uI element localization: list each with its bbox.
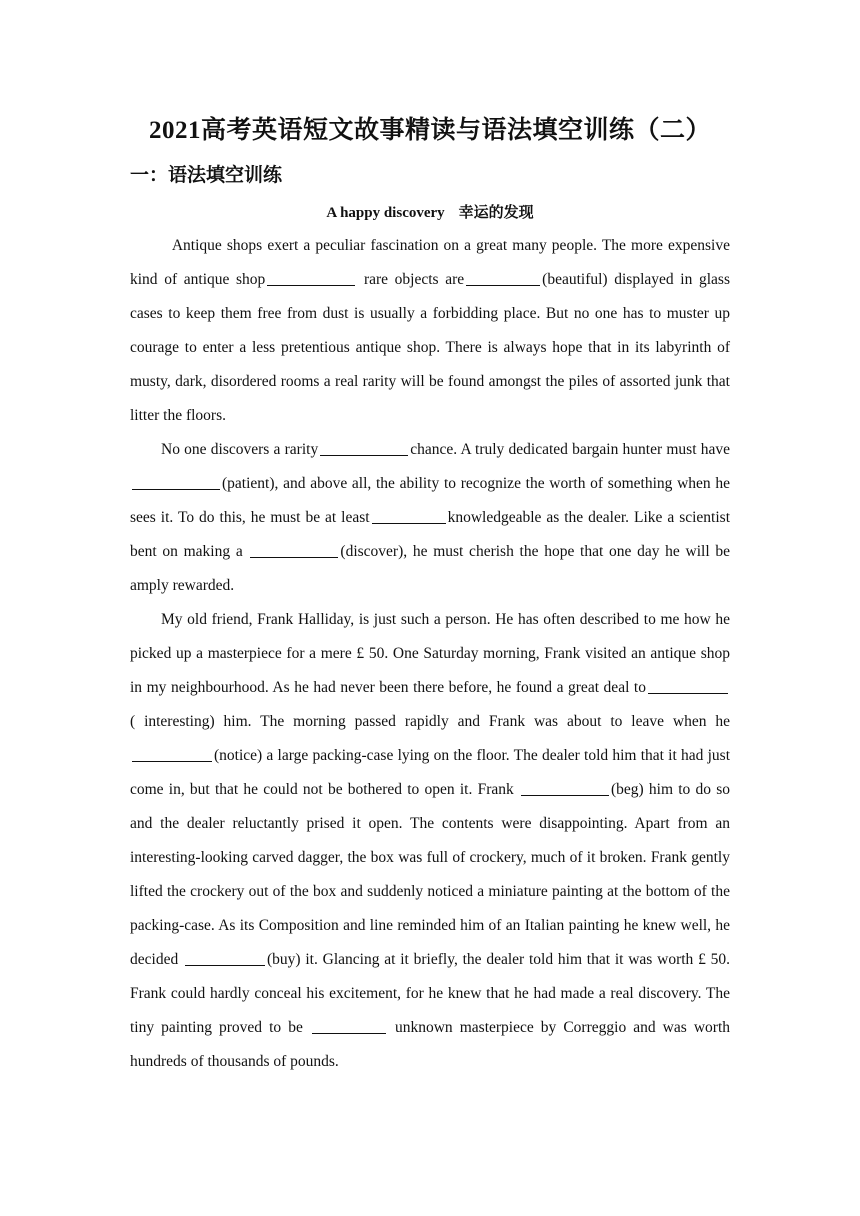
passage-text: rare objects are: [357, 271, 465, 288]
paragraph-3: [130, 603, 730, 1079]
passage-text: displayed in glass cases to keep them free from dust is usually a forbidding place. But no one has to muster up courage to enter a less pretentious antique shop. There is always hope that in its labyrinth of musty, dark, disordered rooms a real rarity will be found amongst the piles of assorted junk that litter the floors.: [130, 271, 730, 424]
passage-text: a large packing-case lying on the floor. The dealer told him that it had just come in, but that he could not be bothered to open it. Frank: [130, 747, 730, 798]
word-hint: (notice): [214, 747, 263, 764]
passage-text: , and above all, the ability to recognize the worth of something when he sees it. To do this, he must be at least: [130, 475, 730, 526]
passage-text: My old friend, Frank Halliday, is just such a person. He has often described to me how he picked up a masterpiece for a mere £ 50. One Saturday morning, Frank visited an antique shop in my neighbourhood. As he had never been there before, he found a great deal to: [130, 611, 730, 696]
word-hint: (beg): [610, 781, 644, 798]
passage-text: , he must cherish the hope that one day he will be amply rewarded.: [130, 543, 730, 594]
answer-blank-7[interactable]: [648, 677, 728, 694]
passage-text: him to do so and the dealer reluctantly prised it open. The contents were disappointing. Apart from an interesting-looking carved dagger, the box was full of crockery, much of it broken. Frank gently lifted the crockery out of the box and suddenly noticed a miniature painting at the bottom of the packing-case. As its Composition and line reminded him of an Italian painting he knew well, he decided: [130, 781, 730, 968]
answer-blank-5[interactable]: [372, 507, 446, 524]
paragraph-1: [130, 229, 730, 433]
answer-blank-3[interactable]: [320, 439, 408, 456]
paragraph-2: [130, 433, 730, 603]
answer-blank-2[interactable]: [466, 269, 540, 286]
passage-text: knowledgeable as the dealer. Like a scientist bent on making a: [130, 509, 730, 560]
answer-blank-4[interactable]: [132, 473, 220, 490]
answer-blank-1[interactable]: [267, 269, 355, 286]
answer-blank-9[interactable]: [521, 779, 609, 796]
answer-blank-8[interactable]: [132, 745, 212, 762]
word-hint: (patient): [222, 475, 275, 492]
section-heading: 一：语法填空训练: [130, 165, 283, 186]
passage-text: No one discovers a rarity: [161, 441, 319, 458]
word-hint: (buy): [267, 951, 301, 968]
passage-text: unknown masterpiece by Correggio and was worth hundreds of thousands of pounds.: [130, 1019, 731, 1070]
story-title: [0, 201, 860, 222]
answer-blank-11[interactable]: [312, 1017, 386, 1034]
word-hint: (discover): [340, 543, 404, 560]
word-hint: (beautiful): [542, 271, 608, 288]
story-title-en: A happy discovery: [326, 205, 445, 221]
document-title: 2021高考英语短文故事精读与语法填空训练（二）: [148, 117, 711, 144]
story-title-cn: 幸运的发现: [458, 205, 534, 221]
word-hint: ( interesting): [130, 713, 215, 730]
passage-text: it. Glancing at it briefly, the dealer told him that it was worth £ 50. Frank could hardly conceal his excitement, for he knew that he had made a real discovery. The tiny painting proved to be: [130, 951, 730, 1036]
passage-text: Antique shops exert a peculiar fascination on a great many people. The more expensive kind of antique shop: [130, 237, 730, 288]
answer-blank-10[interactable]: [185, 949, 265, 966]
passage: [130, 229, 730, 1079]
passage-text: him. The morning passed rapidly and Frank was about to leave when he: [214, 713, 730, 730]
passage-text: chance. A truly dedicated bargain hunter must have: [410, 441, 730, 458]
answer-blank-6[interactable]: [250, 541, 338, 558]
